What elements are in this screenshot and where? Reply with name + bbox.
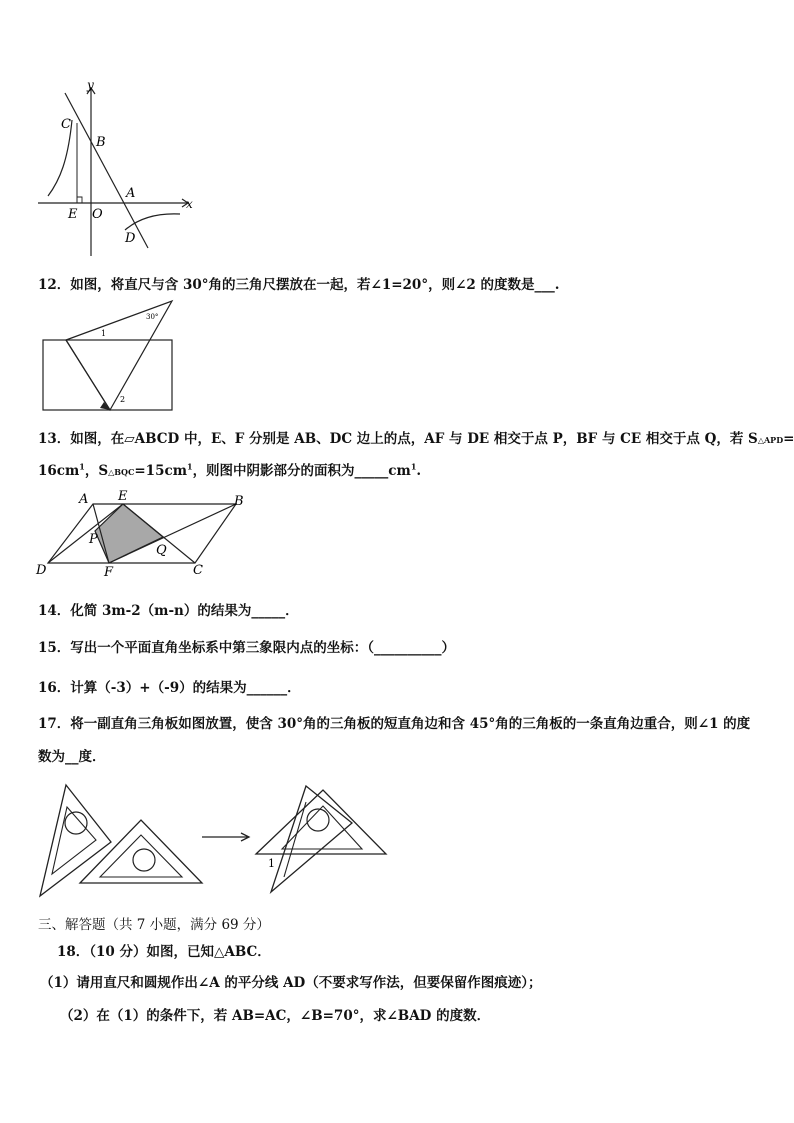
angle-1-label: 1 <box>101 329 107 338</box>
q13-line2-b: ，S <box>84 463 109 479</box>
q13-line2-e: . <box>416 463 422 479</box>
q18-part1: （1）请用直尺和圆规作出∠A 的平分线 AD（不要求写作法，但要保留作图痕迹）； <box>40 975 542 991</box>
pt-e-label: E <box>118 489 128 504</box>
q13-line2-sup1: 1 <box>79 461 85 472</box>
angle-1-label-q17: 1 <box>268 857 275 870</box>
pt-q-label: Q <box>156 543 167 558</box>
x-axis-label: x <box>186 197 193 211</box>
point-d-label: D <box>125 231 136 246</box>
q13-line2-sup2: 1 <box>186 461 193 472</box>
pt-a-label: A <box>79 492 89 507</box>
point-c-label: C <box>61 117 71 132</box>
angle-2-label: 2 <box>120 395 126 404</box>
q13-line2-a: 16cm <box>38 463 80 479</box>
pt-c-label: C <box>193 563 203 578</box>
point-a-label: A <box>126 186 136 201</box>
q13-line2-d: ，则图中阴影部分的面积为_____cm <box>192 463 411 479</box>
q13-line1 <box>38 427 794 447</box>
pt-p-label: P <box>89 532 98 547</box>
q18-part2: （2）在（1）的条件下，若 AB=AC，∠B=70°，求∠BAD 的度数． <box>60 1008 491 1024</box>
q17-line1: 17．将一副直角三角板如图放置，使含 30°角的三角板的短直角边和含 45°角的三角板的一条直角边重合，则∠1 的度 <box>38 716 751 732</box>
y-axis-label: y <box>87 78 94 92</box>
q12-text: 12．如图，将直尺与含 30°角的三角尺摆放在一起，若∠1=20°，则∠2 的度数是___. <box>38 277 560 293</box>
q13-line2 <box>38 459 421 479</box>
point-e-label: E <box>68 207 78 222</box>
q17-line2: 数为__度． <box>38 749 106 765</box>
q13-figure <box>36 488 251 580</box>
point-b-label: B <box>96 135 106 150</box>
q12-figure <box>40 298 180 413</box>
pt-d-label: D <box>36 563 47 578</box>
pt-f-label: F <box>104 565 114 580</box>
q18-intro: 18．（10 分）如图，已知△ABC． <box>57 944 271 960</box>
section3-heading: 三、解答题（共 7 小题，满分 69 分） <box>38 917 270 933</box>
q15-text: 15．写出一个平面直角坐标系中第三象限内点的坐标：（__________） <box>38 640 456 656</box>
q17-figure <box>36 780 391 898</box>
pt-b-label: B <box>234 494 244 509</box>
q13-line1-end: = <box>783 431 794 447</box>
q13-line2-sub: △BQC <box>108 467 135 477</box>
q14-text: 14．化简 3m-2（m-n）的结果为_____． <box>38 603 299 619</box>
q13-line2-c: =15cm <box>134 463 187 479</box>
q13-line1-sub: △APD <box>757 435 784 445</box>
q11-figure <box>30 80 200 260</box>
point-o-label: O <box>92 207 103 222</box>
q13-line2-sup3: 1 <box>410 461 417 472</box>
q13-line1-main: 13．如图，在▱ABCD 中，E、F 分别是 AB、DC 边上的点，AF 与 DE 相交于点 P，BF 与 CE 相交于点 Q，若 S <box>38 431 758 447</box>
angle-30-label: 30° <box>146 313 159 321</box>
q16-text: 16．计算（-3）+（-9）的结果为______． <box>38 680 301 696</box>
